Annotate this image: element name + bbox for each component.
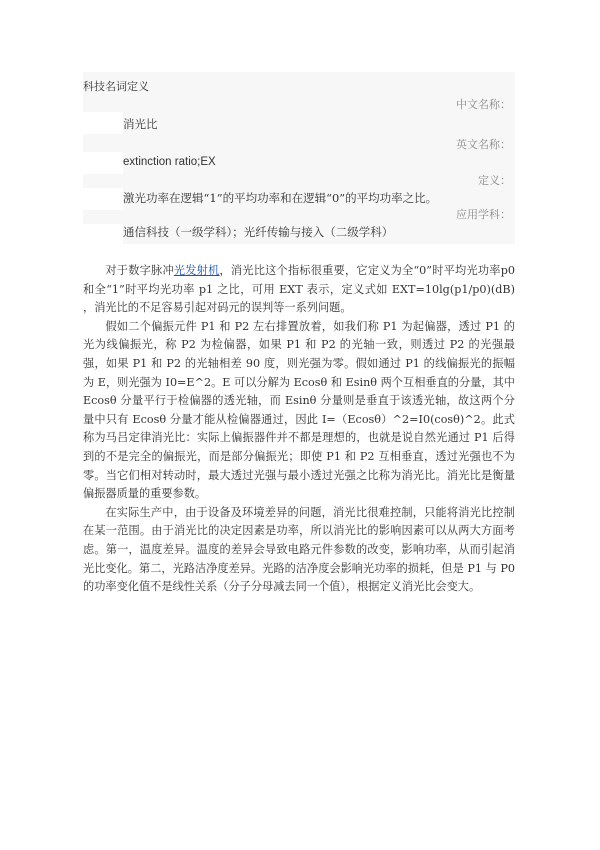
chinese-name-value: 消光比 [123,117,158,131]
paragraph-production: 在实际生产中，由于设备及环境差异的问题，消光比很难控制，只能将消光比控制在某一范围。由于消光比的决定因素是功率，所以消光比的影响因素可以从两大方面考虑。第一，温度差异。温度的差异会导致电路元件参数的改变，影响功率，从而引起消光比变化。第二，光路洁净度差异。光路的洁净度会影响光功率的损耗，但是 P1 与 P0 的功率变化值不是线性关系（分子分母减去同一个值），根据定义消光比会变大。 [83,505,515,594]
paragraph-text: 对于数字脉冲 [105,264,174,277]
english-name-value: extinction ratio;EX [123,156,216,168]
box-indent-gap [83,188,123,210]
subject-label: 应用学科： [456,208,511,221]
article-body [83,262,515,597]
definition-label: 定义： [478,174,511,187]
document-page [83,72,515,597]
box-indent-gap [83,152,123,174]
subject-value: 通信科技（一级学科）；光纤传输与接入（二级学科） [123,225,394,239]
paragraph-polarizer: 假如二个偏振元件 P1 和 P2 左右排置放着，如我们称 P1 为起偏器，透过 P1 的光为线偏振光，称 P2 为检偏器，如果 P1 和 P2 的光轴一致，则透过 P2 的光强最强，如果 P1 和 P2 的光轴相差 90 度，则光强为零。假如通过 P1 的线偏振光的振幅为 E，则光强为 I0=E^2。E 可以分解为 Ecosθ 和 Esinθ 两个互相垂直的分量，其中 Ecosθ 分量平行于检偏器的透光轴，而 Esinθ 分量则是垂直于该透光轴，故这两个分量中只有 Ecosθ 分量才能从检偏器通过，因此 I=（Ecosθ）^2=I0(cosθ)^2。此式称为马吕定律消光比：实际上偏振器件并不都是理想的，也就是说自然光通过 P1 后得到的不是完全的偏振光，而是部分偏振光；即使 P1 和 P2 互相垂直，透过光强也不为零。当它们相对转动时，最大透过光强与最小透过光强之比称为消光比。消光比是衡量偏振器质量的重要参数。 [83,319,515,501]
english-name-label: 英文名称： [456,138,511,151]
paragraph-text: ，消光比这个指标很重要，它定义为全“0”时平均光功率p0 和全“1”时平均光功率 p1 之比，可用 EXT 表示，定义式如 EXT=10lg(p1/p0)(dB) ，消光比的不足容易引起对码元的误判等一系列问题。 [83,264,515,315]
paragraph-intro [83,262,515,318]
term-definition-box [83,72,515,244]
definition-box-title: 科技名词定义 [83,80,149,93]
box-indent-gap [83,112,123,134]
chinese-name-label: 中文名称： [456,98,511,111]
definition-value: 激光功率在逻辑“1”的平均功率和在逻辑“0”的平均功率之比。 [123,191,438,205]
optical-transmitter-link[interactable]: 光发射机 [173,264,220,277]
box-indent-gap [83,224,123,244]
